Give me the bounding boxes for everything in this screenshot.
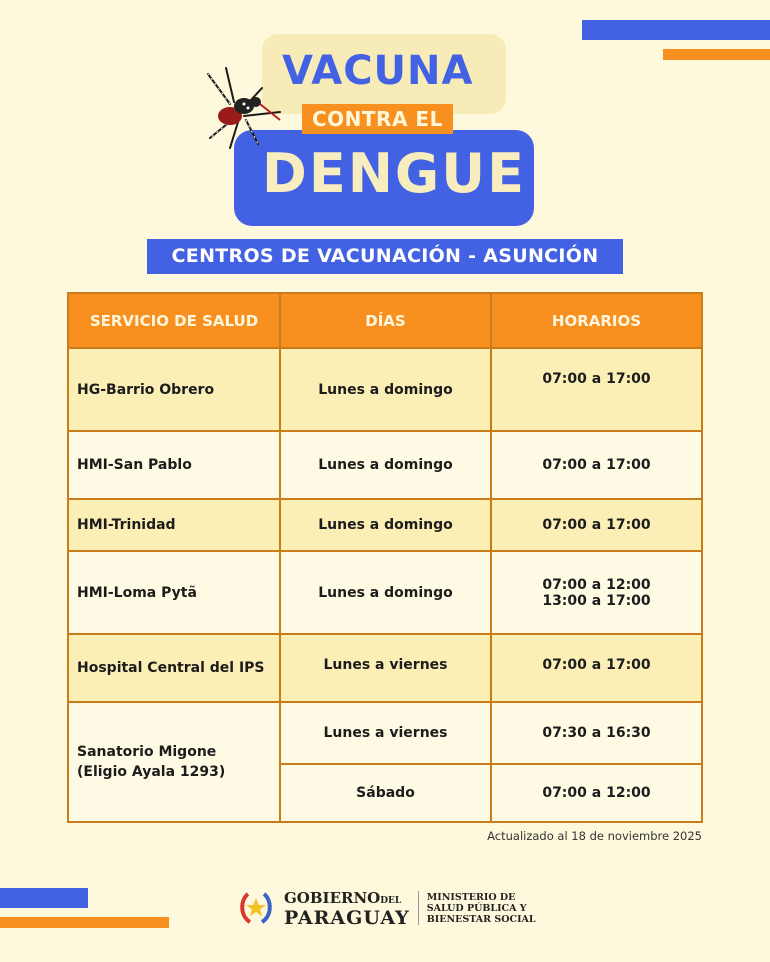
cell-dias: Lunes a domingo bbox=[280, 551, 491, 634]
gob-line1: GOBIERNO bbox=[284, 888, 381, 907]
vaccination-centers-table bbox=[67, 292, 703, 823]
cell-horarios: 07:00 a 12:00 bbox=[491, 764, 702, 822]
ministry-line: SALUD PÚBLICA Y bbox=[426, 902, 527, 914]
cell-dias: Lunes a domingo bbox=[280, 348, 491, 431]
cell-servicio: Hospital Central del IPS bbox=[68, 634, 280, 702]
footer-divider bbox=[418, 891, 419, 925]
servicio-line: Sanatorio Migone bbox=[77, 744, 217, 760]
title-contra-el: CONTRA EL bbox=[312, 107, 443, 131]
decor-bar-top-orange bbox=[663, 49, 770, 60]
cell-dias: Lunes a domingo bbox=[280, 431, 491, 499]
horario-line: 13:00 a 17:00 bbox=[542, 592, 651, 609]
cell-servicio: HMI-Loma Pytã bbox=[68, 551, 280, 634]
servicio-line: (Eligio Ayala 1293) bbox=[77, 764, 226, 780]
header-dias: DÍAS bbox=[280, 293, 491, 348]
decor-bar-bottom-orange bbox=[0, 917, 169, 928]
header-servicio: SERVICIO DE SALUD bbox=[68, 293, 280, 348]
cell-dias: Lunes a viernes bbox=[280, 634, 491, 702]
table-row bbox=[68, 551, 702, 634]
table-row bbox=[68, 499, 702, 551]
title-dengue: DENGUE bbox=[262, 142, 526, 205]
cell-horarios: 07:30 a 16:30 bbox=[491, 702, 702, 764]
ministry-line: MINISTERIO DE bbox=[426, 891, 516, 903]
table-row bbox=[68, 634, 702, 702]
cell-horarios: 07:00 a 17:00 bbox=[491, 499, 702, 551]
gob-del: DEL bbox=[380, 895, 402, 906]
cell-servicio: HMI-Trinidad bbox=[68, 499, 280, 551]
table-row bbox=[68, 431, 702, 499]
ministry-line: BIENESTAR SOCIAL bbox=[426, 913, 536, 925]
subtitle-banner: CENTROS DE VACUNACIÓN - ASUNCIÓN bbox=[147, 239, 623, 274]
ministry-wordmark bbox=[427, 892, 536, 925]
cell-servicio: HMI-San Pablo bbox=[68, 431, 280, 499]
updated-note: Actualizado al 18 de noviembre 2025 bbox=[487, 829, 702, 843]
horario-line: 07:00 a 12:00 bbox=[542, 576, 651, 593]
table-row bbox=[68, 348, 702, 431]
cell-horarios: 07:00 a 17:00 bbox=[491, 431, 702, 499]
gob-line2: PARAGUAY bbox=[284, 906, 410, 929]
title-vacuna: VACUNA bbox=[282, 48, 474, 94]
title-block bbox=[200, 30, 540, 230]
decor-bar-top-blue bbox=[582, 20, 770, 40]
decor-bar-bottom-blue bbox=[0, 888, 88, 908]
mosquito-icon bbox=[200, 64, 290, 154]
table-row bbox=[68, 702, 702, 764]
cell-dias: Lunes a viernes bbox=[280, 702, 491, 764]
gobierno-wordmark bbox=[284, 890, 410, 927]
cell-horarios bbox=[491, 551, 702, 634]
cell-servicio bbox=[68, 702, 280, 822]
cell-servicio: HG-Barrio Obrero bbox=[68, 348, 280, 431]
cell-horarios: 07:00 a 17:00 bbox=[491, 634, 702, 702]
header-horarios: HORARIOS bbox=[491, 293, 702, 348]
title-tag bbox=[302, 104, 453, 134]
cell-dias: Sábado bbox=[280, 764, 491, 822]
footer-logo bbox=[236, 886, 536, 930]
paraguay-crest-icon bbox=[236, 888, 276, 928]
cell-horarios: 07:00 a 17:00 bbox=[491, 348, 702, 431]
cell-dias: Lunes a domingo bbox=[280, 499, 491, 551]
table-header-row bbox=[68, 293, 702, 348]
